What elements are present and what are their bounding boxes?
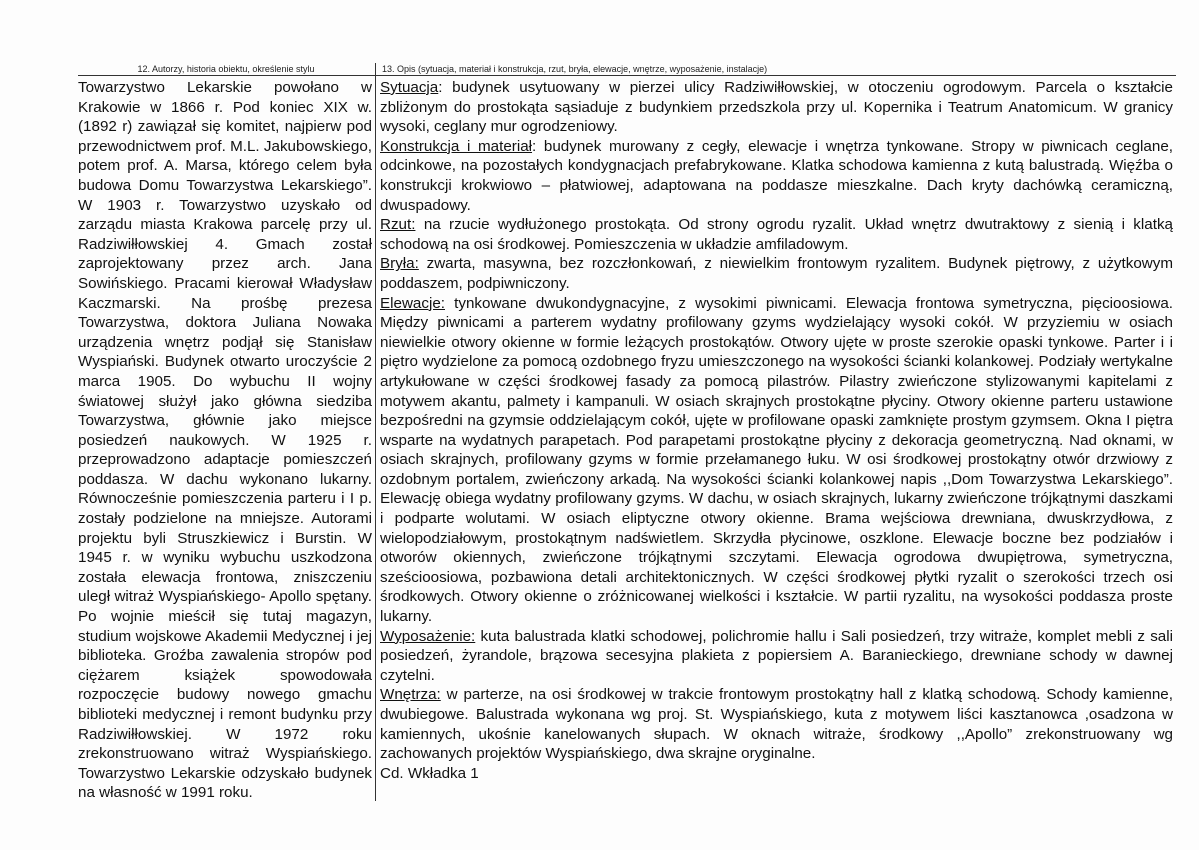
- section-text: na rzucie wydłużonego prostokąta. Od strony ogrodu ryzalit. Układ wnętrz dwutraktowy z sienią i klatką schodową na osi środkowej. Pomieszczenia w układzie amfiladowym.: [380, 216, 1173, 253]
- section-wyposazenie: [380, 627, 1173, 686]
- section-sytuacja: Sytuacja: budynek usytuowany w pierzei ulicy Radziwiłłowskiej, w otoczeniu ogrodowym. Parcela o kształcie zbliżonym do prostokąta sąsiaduje z budynkiem przedszkola przy ul. Kopernika i Teatrum Anatomicum. W granicy wysoki, ceglany mur ogrodzeniowy.: [380, 79, 1173, 136]
- section-text: budynek murowany z cegły, elewacje i wnętrza tynkowane. Stropy w piwnicach ceglane, odcinkowe, na pozostałych kondygnacjach prefabrykowane. Klatka schodowa kamienna z kutą balustradą. Więźba o konstrukcji krokwiowo – płatwiowej, adaptowana na poddasze mieszkalne. Dach kryty dachówką ceramiczną, dwuspadowy.: [380, 137, 1173, 214]
- column-divider: [375, 63, 376, 801]
- section-bryla: [380, 254, 1173, 293]
- section-elewacje: [380, 294, 1173, 627]
- header-rule-right: [376, 75, 1176, 76]
- header-rule-left: [78, 75, 375, 76]
- section-label: Bryła:: [380, 255, 419, 273]
- section-label: Elewacje:: [380, 294, 445, 312]
- section-label: Sytuacja: [380, 79, 439, 96]
- section-label: Rzut:: [380, 216, 416, 234]
- section-text: kuta balustrada klatki schodowej, polichromie hallu i Sali posiedzeń, trzy witraże, komplet mebli z sali posiedzeń, żyrandole, brązowa secesyjna plakieta z popiersiem A. Baranieckiego, drewniane schody w dawnej czytelni.: [380, 627, 1173, 684]
- continuation-note: Cd. Wkładka 1: [380, 764, 479, 782]
- header-authors-history: 12. Autorzy, historia obiektu, określenie stylu: [137, 64, 315, 74]
- section-konstrukcja: Konstrukcja i materiał: budynek murowany z cegły, elewacje i wnętrza tynkowane. Stropy w piwnicach ceglane, odcinkowe, na pozostałych kondygnacjach prefabrykowane. Klatka schodowa kamienna z kutą balustradą. Więźba o konstrukcji krokwiowo – płatwiowej, adaptowana na poddasze mieszkalne. Dach kryty dachówką ceramiczną, dwuspadowy.: [380, 137, 1173, 214]
- section-text: w parterze, na osi środkowej w trakcie frontowym prostokątny hall z klatką schodową. Schody kamienne, dwubiegowe. Balustrada wykonana wg proj. St. Wyspiańskiego, kuta z motywem liści kasztanowca ,osadzona w kamiennych, ukośnie kanelowanych słupach. W oknach witraże, środkowy ,,Apollo” zrekonstruowany wg zachowanych projektów Wyspiańskiego, dwa skrajne oryginalne.: [380, 686, 1173, 763]
- section-text: zwarta, masywna, bez rozczłonkowań, z niewielkim frontowym ryzalitem. Budynek piętrowy, z użytkowym poddaszem, podpiwniczony.: [380, 255, 1173, 292]
- header-description: 13. Opis (sytuacja, materiał i konstrukcja, rzut, bryła, elewacje, wnętrze, wyposażenie, instalacje): [382, 64, 768, 74]
- section-rzut: [380, 215, 1173, 254]
- section-label: Wyposażenie:: [380, 627, 476, 645]
- description-column: [380, 78, 1173, 783]
- section-wnetrza: [380, 685, 1173, 763]
- section-label: Wnętrza:: [380, 686, 441, 704]
- section-text: budynek usytuowany w pierzei ulicy Radziwiłłowskiej, w otoczeniu ogrodowym. Parcela o kształcie zbliżonym do prostokąta sąsiaduje z budynkiem przedszkola przy ul. Kopernika i Teatrum Anatomicum. W granicy wysoki, ceglany mur ogrodzeniowy.: [380, 79, 1173, 136]
- section-label: Konstrukcja i materiał: [380, 137, 533, 155]
- section-text: tynkowane dwukondygnacyjne, z wysokimi piwnicami. Elewacja frontowa symetryczna, pięcioosiowa. Między piwnicami a parterem wydatny profilowany gzyms wydzielający wysoki cokół. W przyziemiu w osiach niewielkie otwory okienne w formie leżących prostokątów. Otwory ujęte w proste szerokie opaski tynkowe. Parter i i piętro wydzielone za pomocą ozdobnego fryzu umieszczonego na wysokości ścianki kolankowej. Podziały wertykalne artykułowane w części środkowej fasady za pomocą pilastrów. Pilastry zwieńczone stylizowanymi kapitelami z motywem akantu, palmety i kampanuli. W osiach skrajnych prostokątne płyciny. Otwory okienne parteru ustawione bezpośredni na gzymsie oddzielającym cokół, ujęte w profilowane opaski zamknięte prostym gzymsem. Okna I piętra wsparte na wydatnych parapetach. Pod parapetami prostokątne płyciny z dekoracja geometryczną. Nad oknami, w osiach skrajnych, profilowany gzyms w formie przełamanego łuku. W osi środkowej prostokątny otwór drzwiowy z ozdobnym portalem, zwieńczony arkadą. Na wysokości ścianki kolankowej napis ,,Dom Towarzystwa Lekarskiego”. Elewację obiega wydatny profilowany gzyms. W dachu, w osiach skrajnych, lukarny zwieńczone trójkątnymi daszkami i podparte wolutami. W osiach eliptyczne otwory okienne. Brama wejściowa drewniana, dwuskrzydłowa, z wielopodziałowym, prostokątnym nadświetlem. Skrzydła płycinowe, oszklone. Elewacje boczne bez podziałów i otworów okiennych, zwieńczone trójkątnymi szczytami. Elewacja ogrodowa dwupiętrowa, symetryczna, sześcioosiowa, pozbawiona detali architektonicznych. W części środkowej płytki ryzalit o szerokości trzech osi środkowych. Otwory okienne o zróżnicowanej wielkości i kształcie. W partii ryzalitu, na wysokości poddasza proste lukarny.: [380, 294, 1173, 626]
- history-text: Towarzystwo Lekarskie powołano w Krakowie w 1866 r. Pod koniec XIX w. (1892 r) zawiązał się komitet, najpierw pod przewodnictwem prof. M.L. Jakubowskiego, potem prof. A. Marsa, którego celem była budowa Domu Towarzystwa Lekarskiego”. W 1903 r. Towarzystwo uzyskało od zarządu miasta Krakowa parcelę przy ul. Radziwiłłowskiej 4. Gmach został zaprojektowany przez arch. Jana Sowińskiego. Pracami kierował Władysław Kaczmarski. Na prośbę prezesa Towarzystwa, doktora Juliana Nowaka urządzenia wnętrz podjął się Stanisław Wyspiański. Budynek otwarto uroczyście 2 marca 1905. Do wybuchu II wojny światowej służył jako główna siedziba Towarzystwa, głównie jako miejsce posiedzeń naukowych. W 1925 r. przeprowadzono adaptacje pomieszczeń poddasza. W dachu wykonano lukarny. Równocześnie pomieszczenia parteru i I p. zostały podzielone na mniejsze. Autorami projektu byli Struszkiewicz i Burstin. W 1945 r. w wyniku wybuchu uszkodzona została elewacja frontowa, zniszczeniu uległ witraż Wyspiańskiego- Apollo spętany. Po wojnie mieścił się tutaj magazyn, studium wojskowe Akademii Medycznej i jej biblioteka. Groźba zawalenia stropów pod ciężarem książek spowodowała rozpoczęcie budowy nowego gmachu biblioteki medycznej i remont budynku przy Radziwiłłowskiej. W 1972 roku zrekonstruowano witraż Wyspiańskiego. Towarzystwo Lekarskie odzyskało budynek na własność w 1991 roku.: [78, 79, 372, 802]
- history-column: [78, 78, 372, 803]
